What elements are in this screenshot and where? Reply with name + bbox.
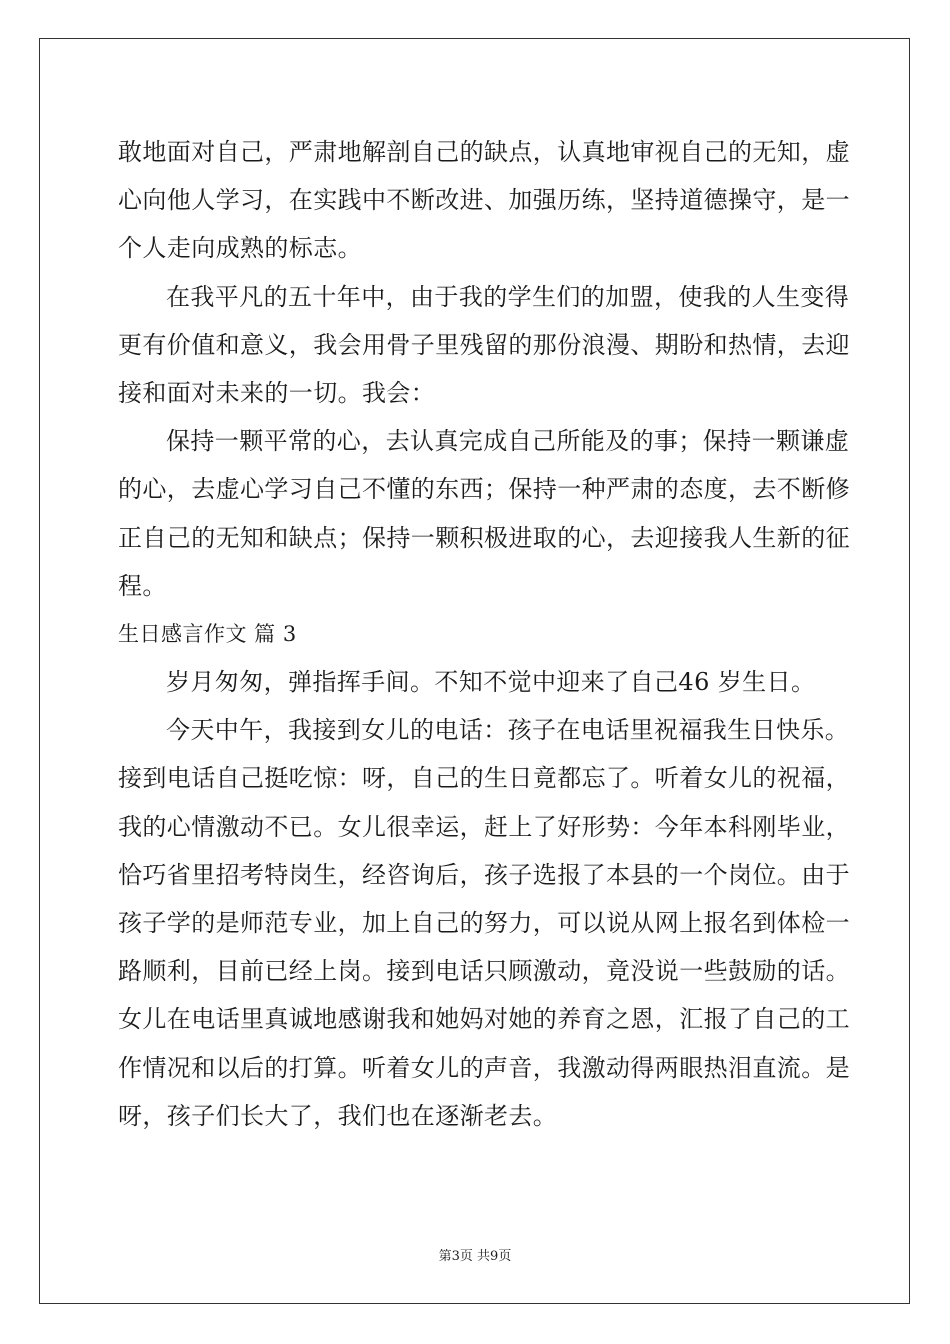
text-line: 今天中午，我接到女儿的电话：孩子在电话里祝福我生日快乐。 xyxy=(166,716,850,745)
text-line: 接到电话自己挺吃惊：呀，自己的生日竟都忘了。听着女儿的祝福， xyxy=(118,764,850,793)
page-number-footer: 第3页 共9页 xyxy=(438,1249,512,1264)
paragraph xyxy=(118,128,850,273)
text-line: 接和面对未来的一切。我会： xyxy=(118,378,436,407)
text-line: 程。 xyxy=(118,571,167,600)
text-line: 在我平凡的五十年中，由于我的学生们的加盟，使我的人生变得 xyxy=(166,282,850,311)
text-line: 敢地面对自己，严肃地解剖自己的缺点，认真地审视自己的无知，虚 xyxy=(118,138,850,166)
text-line: 路顺利，目前已经上岗。接到电话只顾激动，竟没说一些鼓励的话。 xyxy=(118,957,850,986)
paragraph xyxy=(118,706,850,1140)
text-line: 更有价值和意义，我会用骨子里残留的那份浪漫、期盼和热情，去迎 xyxy=(118,330,850,359)
text-line: 心向他人学习，在实践中不断改进、加强历练，坚持道德操守，是一 xyxy=(118,186,850,215)
text-line: 呀，孩子们长大了，我们也在逐渐老去。 xyxy=(118,1101,558,1130)
document-body xyxy=(118,128,850,1140)
text-line: 恰巧省里招考特岗生，经咨询后，孩子选报了本县的一个岗位。由于 xyxy=(118,860,850,889)
text-line: 保持一颗平常的心，去认真完成自己所能及的事；保持一颗谦虚 xyxy=(166,427,850,456)
text-line: 个人走向成熟的标志。 xyxy=(118,234,362,263)
text-line: 我的心情激动不已。女儿很幸运，赶上了好形势：今年本科刚毕业， xyxy=(118,812,850,841)
paragraph xyxy=(118,417,850,610)
text-line: 女儿在电话里真诚地感谢我和她妈对她的养育之恩，汇报了自己的工 xyxy=(118,1005,850,1034)
text-line: 岁月匆匆，弹指挥手间。不知不觉中迎来了自己46 岁生日。 xyxy=(166,668,816,697)
paragraph xyxy=(118,273,850,418)
text-line: 正自己的无知和缺点；保持一颗积极进取的心，去迎接我人生新的征 xyxy=(118,523,850,552)
section-heading: 生日感言作文 篇 3 xyxy=(118,621,297,646)
text-line: 孩子学的是师范专业，加上自己的努力，可以说从网上报名到体检一 xyxy=(118,909,850,937)
paragraph xyxy=(118,658,834,706)
text-line: 的心，去虚心学习自己不懂的东西；保持一种严肃的态度，去不断修 xyxy=(118,475,850,504)
text-line: 作情况和以后的打算。听着女儿的声音，我激动得两眼热泪直流。是 xyxy=(118,1053,850,1082)
